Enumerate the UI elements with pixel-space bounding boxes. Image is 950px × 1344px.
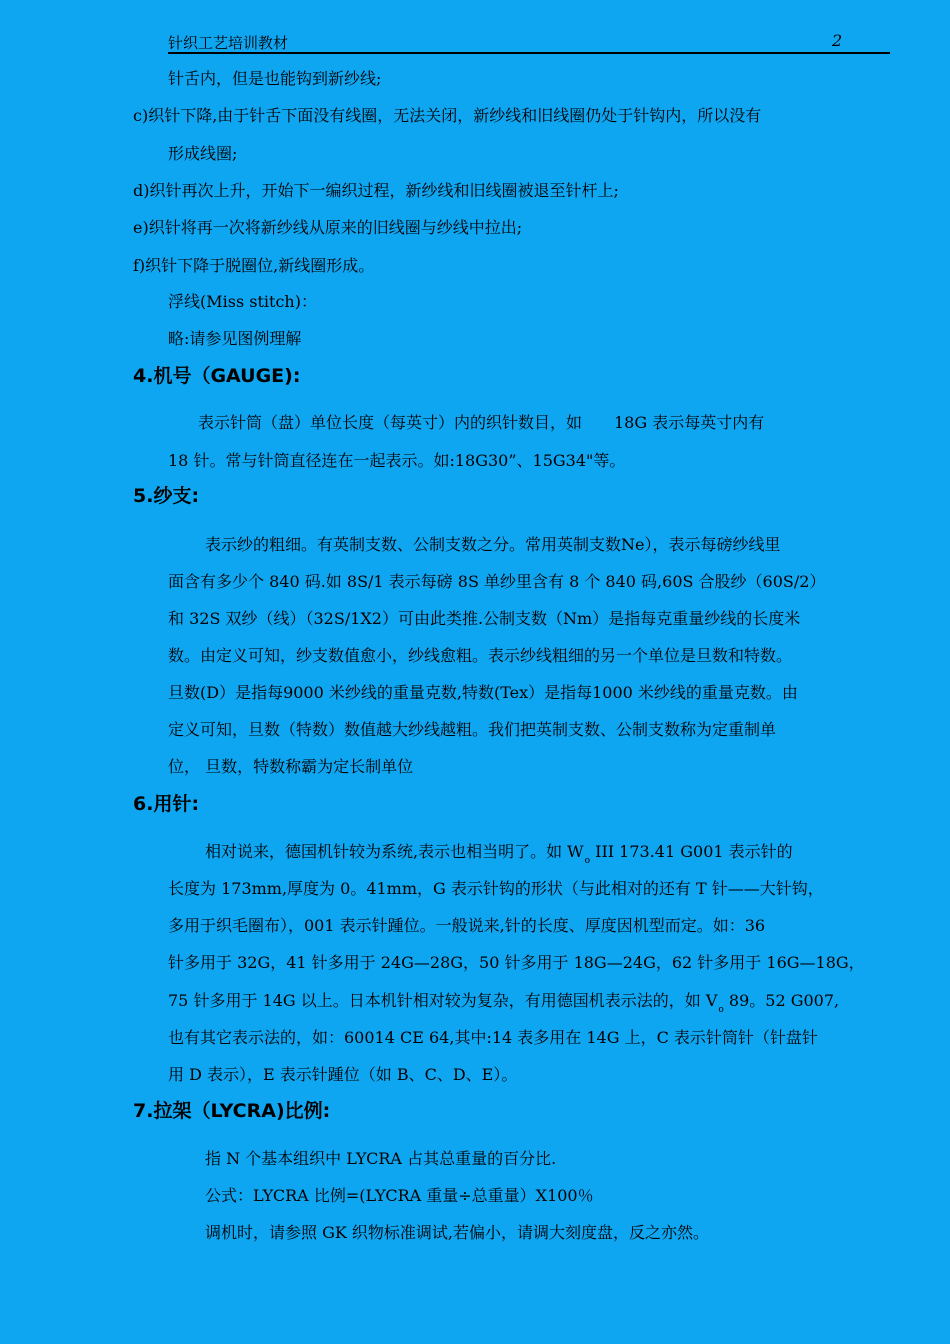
text-line: 用 D 表示），E 表示针踵位（如 B、C、D、E）。 bbox=[168, 1065, 518, 1084]
text-line: 定义可知，旦数（特数）数值越大纱线越粗。我们把英制支数、公制支数称为定重制单 bbox=[168, 720, 777, 739]
text-line: 75 针多用于 14G 以上。日本机针相对较为复杂，有用德国机表示法的，如 $V_o$ 89。52 G007, bbox=[168, 991, 840, 1015]
header-title: 针织工艺培训教材 bbox=[168, 34, 289, 52]
text-line: 旦数(D）是指每9000 米纱线的重量克数,特数(Tex）是指每1000 米纱线的重量克数。由 bbox=[168, 683, 798, 702]
text-line: d)织针再次上升，开始下一编织过程，新纱线和旧线圈被退至针杆上; bbox=[133, 181, 619, 200]
text-line: e)织针将再一次将新纱线从原来的旧线圈与纱线中拉出; bbox=[133, 218, 523, 237]
text-line: 多用于织毛圈布），001 表示针踵位。一般说来,针的长度、厚度因机型而定。如：36 bbox=[168, 916, 766, 935]
text-line: 针舌内，但是也能钩到新纱线; bbox=[168, 69, 382, 88]
text-line: 针多用于 32G，41 针多用于 24G—28G，50 针多用于 18G—24G，62 针多用于 16G—18G， bbox=[168, 953, 865, 972]
text-line: 位， 旦数，特数称霸为定长制单位 bbox=[168, 757, 414, 776]
text-line: 表示针筒（盘）单位长度（每英寸）内的织针数目，如 18G 表示每英寸内有 bbox=[198, 413, 765, 432]
text-line: 也有其它表示法的，如：60014 CE 64,其中:14 表多用在 14G 上，C 表示针筒针（针盘针 bbox=[168, 1028, 818, 1047]
text-line: 长度为 173mm,厚度为 0。41mm，G 表示针钩的形状（与此相对的还有 T 针——大针钩， bbox=[168, 879, 824, 898]
text-line: 和 32S 双纱（线）（32S/1X2）可由此类推.公制支数（Nm）是指每克重量纱线的长度米 bbox=[168, 609, 801, 628]
text-line: c)织针下降,由于针舌下面没有线圈，无法关闭，新纱线和旧线圈仍处于针钩内，所以没有 bbox=[133, 106, 762, 125]
section-heading-lycra: 7.拉架（LYCRA)比例: bbox=[133, 1100, 331, 1122]
section-heading-needles: 6.用针: bbox=[133, 793, 200, 815]
text-line: f)织针下降于脱圈位,新线圈形成。 bbox=[133, 256, 375, 275]
page-header bbox=[168, 30, 890, 54]
page-number: 2 bbox=[832, 31, 843, 50]
text-line: 面含有多少个 840 码.如 8S/1 表示每磅 8S 单纱里含有 8 个 840 码,60S 合股纱（60S/2） bbox=[168, 572, 826, 591]
text-line: 指 N 个基本组织中 LYCRA 占其总重量的百分比. bbox=[205, 1149, 557, 1168]
text-line: 调机时，请参照 GK 织物标准调试,若偏小，请调大刻度盘，反之亦然。 bbox=[205, 1223, 709, 1242]
text-line: 浮线(Miss stitch)： bbox=[168, 292, 317, 311]
text-line: 数。由定义可知，纱支数值愈小，纱线愈粗。表示纱线粗细的另一个单位是旦数和特数。 bbox=[168, 646, 793, 665]
section-heading-yarn-count: 5.纱支: bbox=[133, 485, 200, 507]
section-heading-gauge: 4.机号（GAUGE): bbox=[133, 365, 301, 387]
text-line: 略:请参见图例理解 bbox=[168, 329, 302, 348]
text-line: 表示纱的粗细。有英制支数、公制支数之分。常用英制支数Ne），表示每磅纱线里 bbox=[205, 535, 781, 554]
text-line: 18 针。常与针筒直径连在一起表示。如:18G30”、15G34"等。 bbox=[168, 451, 626, 470]
text-line: 形成线圈; bbox=[168, 144, 238, 163]
text-line: 相对说来，德国机针较为系统,表示也相当明了。如 $W_o$ III 173.41 G001 表示针的 bbox=[205, 842, 793, 866]
text-line: 公式：LYCRA 比例=(LYCRA 重量÷总重量）X100％ bbox=[205, 1186, 594, 1205]
